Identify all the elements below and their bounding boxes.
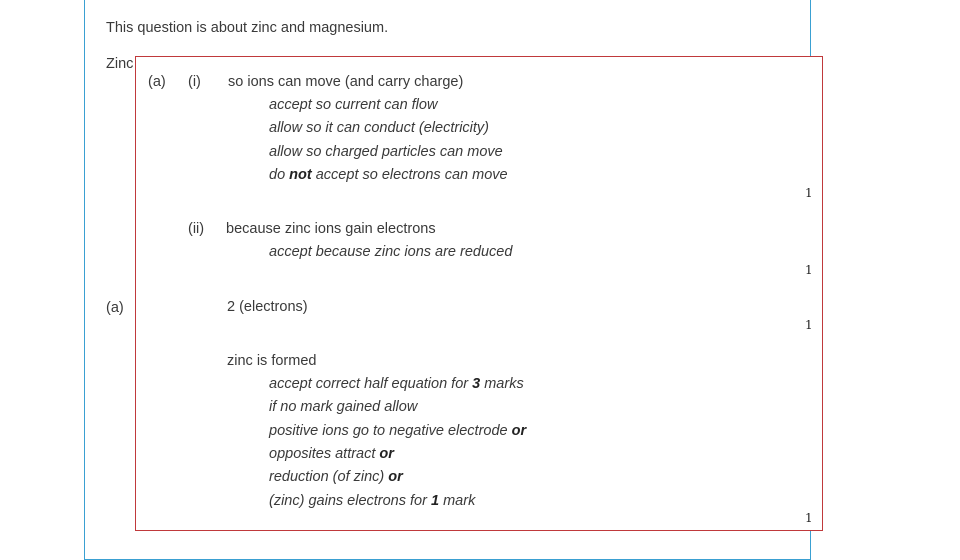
question-intro: This question is about zinc and magnesium. (106, 20, 389, 36)
i-note: allow so it can conduct (electricity) (269, 120, 489, 136)
iv-note-no-mark: if no mark gained allow (269, 399, 418, 415)
ii-note: accept because zinc ions are reduced (269, 244, 513, 260)
sub-ii-label: (ii) (188, 221, 205, 237)
question-zinc-partial: Zinc (106, 56, 134, 72)
question-part-label: (a) (106, 300, 124, 316)
iv-mark: 1 (805, 511, 813, 525)
iv-note-positive-ions: positive ions go to negative electrode or (269, 423, 527, 439)
iii-answer: 2 (electrons) (227, 299, 308, 315)
sub-i-label: (i) (188, 74, 201, 90)
iv-note-half-equation: accept correct half equation for 3 marks (269, 376, 524, 392)
part-a-label: (a) (148, 74, 166, 90)
iii-mark: 1 (805, 318, 813, 332)
i-note: accept so current can flow (269, 97, 438, 113)
iv-note-gains-electrons: (zinc) gains electrons for 1 mark (269, 493, 476, 509)
i-answer: so ions can move (and carry charge) (228, 74, 464, 90)
iv-answer: zinc is formed (227, 353, 317, 369)
iv-note-opposites: opposites attract or (269, 446, 394, 462)
i-note: allow so charged particles can move (269, 144, 503, 160)
iv-note-reduction: reduction (of zinc) or (269, 469, 403, 485)
ii-answer: because zinc ions gain electrons (226, 221, 436, 237)
ii-mark: 1 (805, 263, 813, 277)
i-not-accept-note: do not accept so electrons can move (269, 167, 508, 183)
mark-scheme-overlay (135, 56, 823, 531)
i-mark: 1 (805, 186, 813, 200)
